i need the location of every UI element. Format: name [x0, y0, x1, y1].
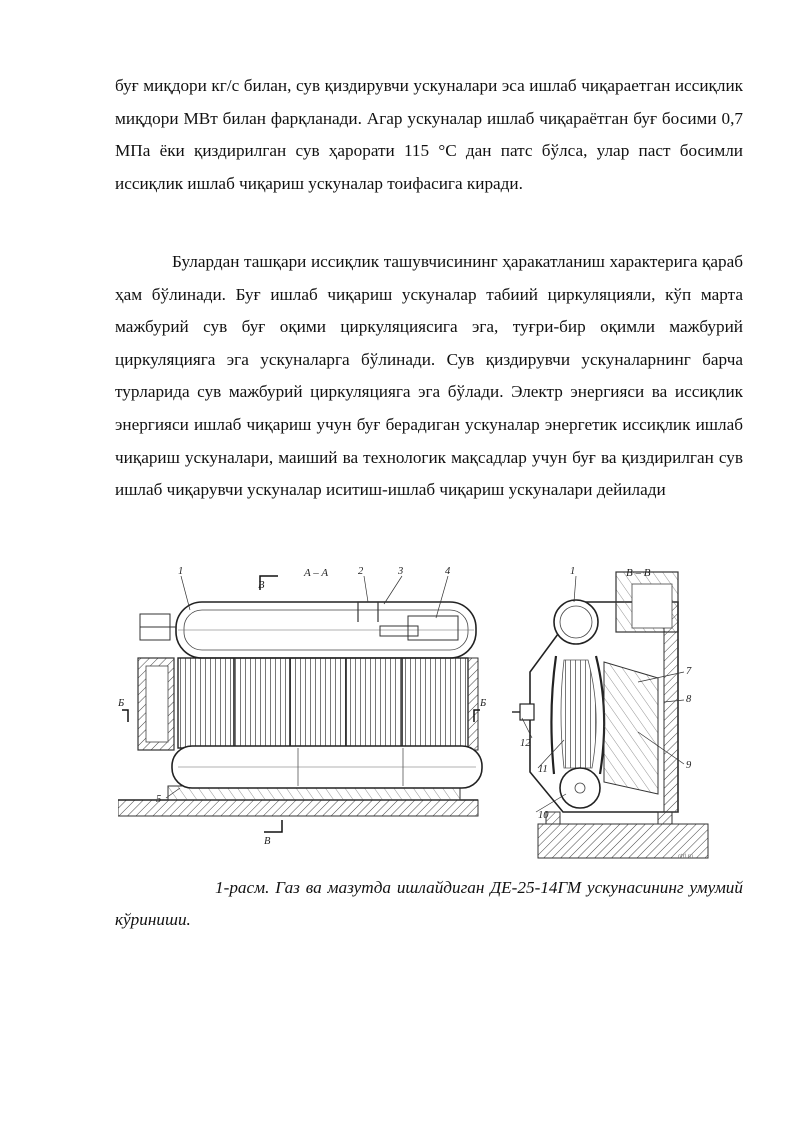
callout-right-12: 12 [520, 738, 531, 749]
section-mark-b-top: B [258, 580, 265, 591]
callout-left-1: 1 [178, 566, 184, 577]
figure-caption: 1-расм. Газ ва мазутда ишлайдиган ДЕ-25-14ГМ ускунасининг умумий кўриниши. [115, 878, 743, 929]
section-label-a-a: A – A [304, 567, 329, 579]
callout-right-1: 1 [570, 566, 576, 577]
callout-right-9: 9 [686, 760, 692, 771]
section-mark-b-bottom: B [264, 836, 271, 847]
section-b-b-view [512, 566, 708, 860]
section-a-a-view [118, 566, 486, 847]
paragraph-2: Булардан ташқари иссиқлик ташувчисининг ҳаракатланиш характерига қараб ҳам бўлинади. Буғ ишлаб чиқариш ускуналар табиий циркуляцияли, кўп марта мажбурий сув буғ оқими циркуляциясига эга, туғри-бир оқимли мажбурий циркуляцияга эга ускуналарга бўлинади. Сув қиздирувчи ускуналарнинг барча турларида сув мажбурий циркуляцияга эга бўлади. Электр энергияси ва иссиқлик энергияси ишлаб чиқариш учун буғ берадиган ускуналар энергетик иссиқлик ишлаб чиқариш ускуналари, маиший ва технологик мақсадлар учун буғ ва қиздирилган сув ишлаб чиқарувчи ускуналар иситиш-ишлаб чиқариш ускуналари дейилади [115, 252, 743, 500]
section-mark-br: Б [480, 698, 487, 709]
boiler-figure [118, 562, 710, 862]
callout-right-8: 8 [686, 694, 692, 705]
callout-left-4: 4 [445, 566, 451, 577]
paragraph-1: буғ миқдори кг/с билан, сув қиздирувчи ускуналари эса ишлаб чиқараетган иссиқлик миқдори МВт билан фарқланади. Агар ускуналар ишлаб чиқараётган буғ босими 0,7 МПа ёки қиздирилган сув ҳарорати 115 °С дан патс бўлса, улар паст босимли иссиқлик ишлаб чиқариш ускуналар тоифасига киради. [115, 76, 743, 193]
callout-right-11: 11 [538, 764, 548, 775]
callout-right-7: 7 [686, 666, 692, 677]
callout-right-10: 10 [538, 810, 549, 821]
callout-left-5: 5 [156, 794, 162, 805]
figure-watermark: ctrl.ru [678, 854, 693, 860]
section-label-b-b: B – B [626, 567, 651, 579]
section-mark-bl: Б [118, 698, 125, 709]
callout-left-3: 3 [398, 566, 404, 577]
callout-left-2: 2 [358, 566, 364, 577]
